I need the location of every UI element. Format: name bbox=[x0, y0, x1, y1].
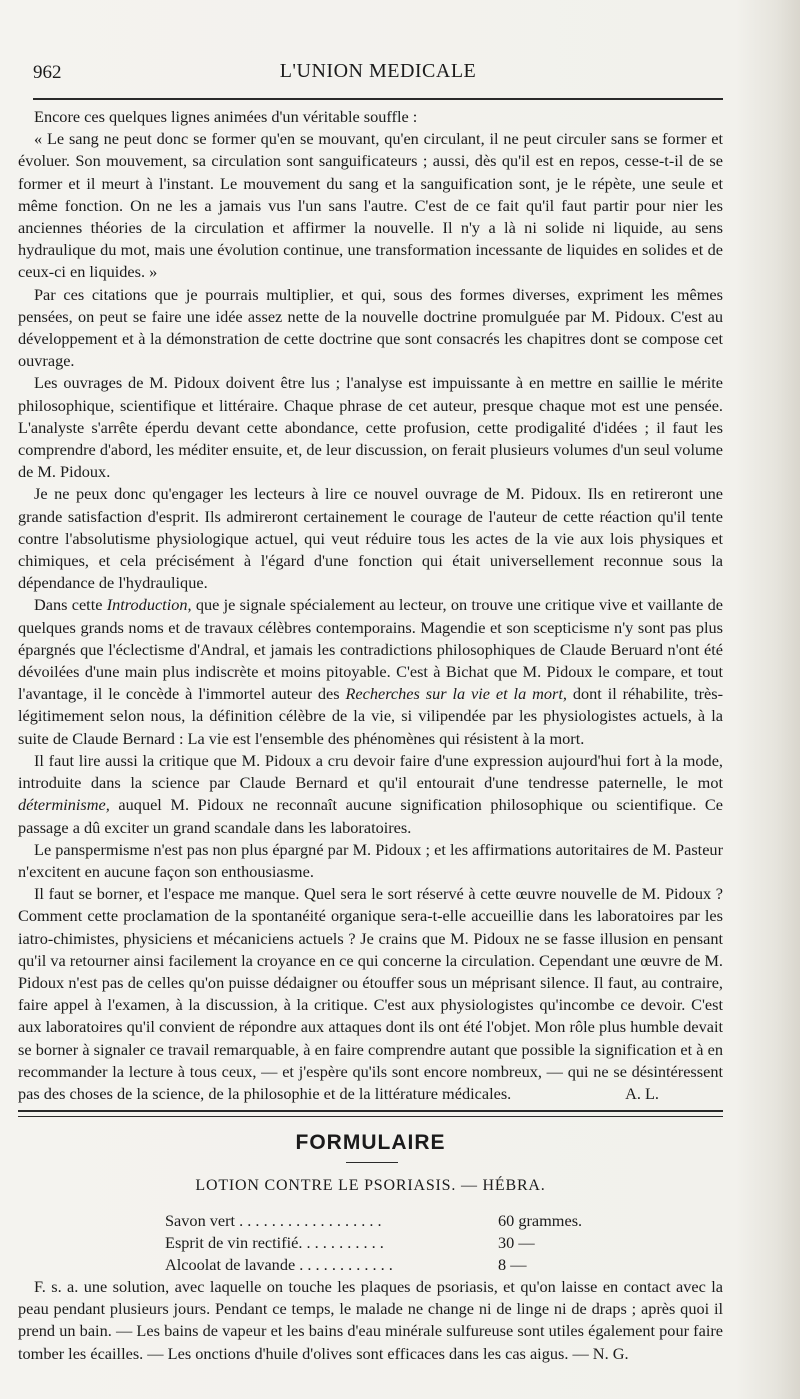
recipe-title: LOTION CONTRE LE PSORIASIS. — HÉBRA. bbox=[195, 1177, 546, 1194]
ingredient-name: Esprit de vin rectifié. . . . . . . . . . . bbox=[165, 1233, 384, 1252]
paragraph bbox=[18, 594, 723, 749]
book-title: Recherches sur la vie et la mort, bbox=[345, 684, 567, 704]
list-item bbox=[165, 1210, 605, 1232]
ingredient-list bbox=[165, 1210, 605, 1276]
list-item bbox=[165, 1232, 605, 1254]
ingredient-name: Savon vert . . . . . . . . . . . . . . . . . . bbox=[165, 1211, 382, 1230]
section-title: FORMULAIRE bbox=[295, 1131, 446, 1154]
quote-paragraph: « Le sang ne peut donc se former qu'en se mouvant, qu'en circulant, il ne peut circuler sans se former et évoluer. Son mouvement, sa circulation sont sanguificateurs ; aussi, dès qu'il est en repos, cesse-t-il de se former et il meurt à l'instant. Le mouvement du sang et la sanguification sont, je le répète, une seule et même fonction. On ne les a jamais vus l'un sans l'autre. C'est de ce fait qu'il faut partir pour nier les anciennes théories de la circulation et affirmer la nouvelle. Il n'y a là ni solide ni liquide, au sens hydraulique du mot, mais une évolution continue, une transformation incessante de liquides en solides et de ceux-ci en liquides. » bbox=[18, 129, 723, 282]
section-rule bbox=[18, 1110, 723, 1117]
text-run: dont il réhabilite, très-légitimement selon nous, la définition célèbre de la vie, si vilipendée par les physiologistes actuels, à la suite de Claude Bernard : La vie est l'ensemble des phénomènes qui résistent à la mort. bbox=[18, 684, 724, 748]
paragraph: Le panspermisme n'est pas non plus épargné par M. Pidoux ; et les affirmations autoritaires de M. Pasteur n'excitent en aucune façon son enthousiasme. bbox=[18, 839, 723, 881]
list-item bbox=[165, 1254, 605, 1276]
text-run: Il faut lire aussi la critique que M. Pidoux a cru devoir faire d'une expression aujourd'hui fort à la mode, introduite dans la science par Claude Bernard et qu'il entourait d'une tendresse paternelle, le mot bbox=[18, 750, 723, 793]
paragraph: F. s. a. une solution, avec laquelle on touche les plaques de psoriasis, et qu'on laisse en contact avec la peau pendant plusieurs jours. Pendant ce temps, le malade ne change ni de linge ni de draps ; après quoi il prend un bain. — Les bains de vapeur et les bains d'eau minérale sulfureuse sont utiles également pour faire tomber les écailles. — Les onctions d'huile d'olives sont efficaces dans les cas aigus. — N. G. bbox=[18, 1277, 723, 1363]
header-rule bbox=[33, 98, 723, 100]
book-title: Introduction, bbox=[106, 595, 192, 615]
paragraph: Les ouvrages de M. Pidoux doivent être lus ; l'analyse est impuissante à en mettre en saillie le mérite philosophique, scientifique et littéraire. Chaque phrase de cet auteur, presque chaque mot est une pensée. L'analyste s'arrête éperdu devant cette abondance, cette profusion, cette prodigalité d'idées ; il faut les comprendre d'abord, les méditer ensuite, et, de leur discussion, on ferait plusieurs volumes d'un seul volume de M. Pidoux. bbox=[18, 373, 723, 482]
page-header bbox=[33, 60, 723, 90]
paragraph bbox=[18, 750, 723, 839]
italic-term: déterminisme, bbox=[18, 795, 110, 815]
ingredient-quantity: 60 grammes. bbox=[498, 1211, 583, 1230]
text-run: que je signale spécialement au lecteur, on trouve une critique vive et vaillante de quelques grands noms et de travaux célèbres contemporains. Magendie et son scepticisme n'y sont pas plus épargnés que l'éclectisme d'Andral, et jamais les contradictions philosophiques de Claude Beruard n'ont été dévoilées d'une main plus indiscrète et moins pitoyable. C'est à Bichat que M. Pidoux le compare, et tout l'avantage, il le concède à l'immortel auteur des bbox=[18, 595, 724, 704]
recipe-instructions bbox=[18, 1276, 723, 1365]
text-run: auquel M. Pidoux ne reconnaît aucune signification philosophique ou scientifique. Ce passage a dû exciter un grand scandale dans les laboratoires. bbox=[18, 795, 723, 837]
paragraph: Je ne peux donc qu'engager les lecteurs à lire ce nouvel ouvrage de M. Pidoux. Ils en retireront une grande satisfaction d'esprit. Ils admireront certainement le courage de l'auteur de cette réaction qu'il tente contre l'absolutisme physiologique actuel, qui veut réduire tous les actes de la vie aux lois physiques et chimiques, et cela précisément à l'égard d'une fonction qui était universellement reconnue sous la dépendance de l'hydraulique. bbox=[18, 484, 723, 593]
article-body bbox=[18, 106, 723, 1105]
paragraph: Par ces citations que je pourrais multiplier, et qui, sous des formes diverses, expriment les mêmes pensées, on peut se faire une idée assez nette de la nouvelle doctrine promulguée par M. Pidoux. C'est au développement et à la démonstration de cette doctrine que sont consacrés les chapitres dont se compose cet ouvrage. bbox=[18, 284, 723, 371]
ingredient-name: Alcoolat de lavande . . . . . . . . . . . . bbox=[165, 1255, 393, 1274]
ingredient-quantity: 8 — bbox=[498, 1255, 527, 1274]
paragraph bbox=[18, 883, 723, 1105]
text-run: Dans cette bbox=[34, 595, 107, 615]
text-run: Il faut se borner, et l'espace me manque. Quel sera le sort réservé à cette œuvre nouvelle de M. Pidoux ? Comment cette proclamation de la spontanéité organique sera-t-elle accueillie dans les laboratoires par les iatro-chimistes, physiciens et mécaniciens actuels ? Je crains que M. Pidoux ne se fasse illusion en pensant qu'il va retourner ainsi facilement la croyance en ce qui concerne la circulation. Cependant une œuvre de M. Pidoux n'est pas de celles qu'on puisse dédaigner ou étouffer sous un méprisant silence. Il faut, au contraire, faire appel à l'examen, à la discussion, à la critique. C'est aux physiologistes qu'incombe ce devoir. C'est aux laboratoires qu'il convient de répondre aux attaques dont ils ont été l'objet. Mon rôle plus humble devait se borner à signaler ce travail remarquable, à en faire comprendre autant que possible la signification et à en recommander la lecture à tous ceux, — et j'espère qu'ils sont encore nombreux, — qui ne se désintéressent pas des choses de la science, de la philosophie et de la littérature médicales. bbox=[18, 884, 723, 1103]
running-title: L'UNION MEDICALE bbox=[279, 60, 477, 82]
signature: A. L. bbox=[625, 1083, 659, 1103]
ingredient-quantity: 30 — bbox=[498, 1233, 535, 1252]
page-number: 962 bbox=[33, 62, 62, 83]
title-underline bbox=[346, 1162, 398, 1163]
paragraph: Encore ces quelques lignes animées d'un véritable souffle : bbox=[34, 107, 418, 126]
